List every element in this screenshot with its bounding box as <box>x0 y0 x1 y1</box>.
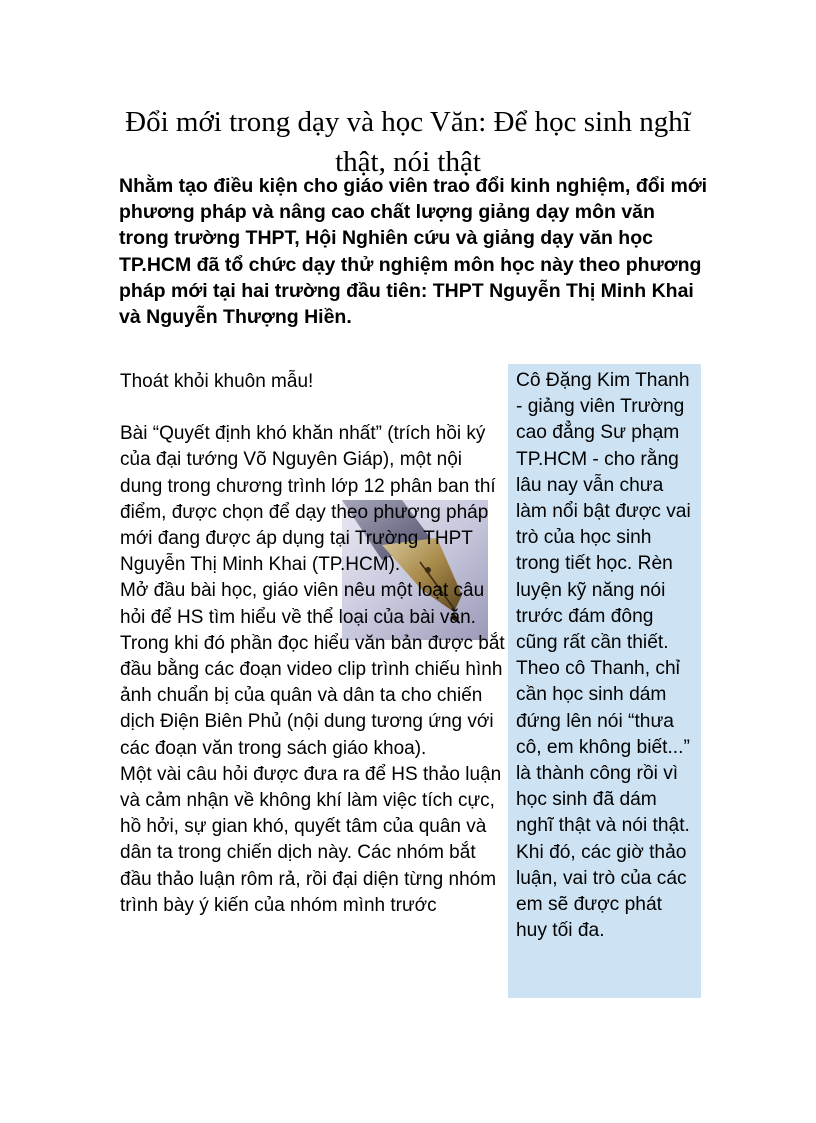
main-column <box>120 369 505 919</box>
paragraph: Bài “Quyết định khó khăn nhất” (trích hồi ký của đại tướng Võ Nguyên Giáp), một nội dung trong chương trình lớp 12 phân ban thí điểm, được chọn để dạy theo phương pháp mới đang được áp dụng tại Trường THPT Nguyễn Thị Minh Khai (TP.HCM). <box>120 423 496 576</box>
sidebar-text: Cô Đặng Kim Thanh - giảng viên Trường cao đẳng Sư phạm TP.HCM - cho rằng lâu nay vẫn chưa làm nổi bật được vai trò của học sinh trong tiết học. Rèn luyện kỹ năng nói trước đám đông cũng rất cần thiết. Theo cô Thanh, chỉ cần học sinh dám đứng lên nói “thưa cô, em không biết...” là thành công rồi vì học sinh đã dám nghĩ thật và nói thật. Khi đó, các giờ thảo luận, vai trò của các em sẽ được phát huy tối đa. <box>516 370 691 942</box>
paragraph: Một vài câu hỏi được đưa ra để HS thảo luận và cảm nhận về không khí làm việc tích cực, hồ hởi, sự gian khó, quyết tâm của quân và dân ta trong chiến dịch này. Các nhóm bắt đầu thảo luận rôm rả, rồi đại diện từng nhóm trình bày ý kiến của nhóm mình trước <box>120 763 502 916</box>
article-lead: Nhằm tạo điều kiện cho giáo viên trao đổi kinh nghiệm, đổi mới phương pháp và nâng cao chất lượng giảng dạy môn văn trong trường THPT, Hội Nghiên cứu và giảng dạy văn học TP.HCM đã tổ chức dạy thử nghiệm môn học này theo phương pháp mới tại hai trường đầu tiên: THPT Nguyễn Thị Minh Khai và Nguyễn Thượng Hiền. <box>119 175 708 329</box>
paragraph: Mở đầu bài học, giáo viên nêu một loạt câu hỏi để HS tìm hiểu về thể loại của bài văn. Trong khi đó phần đọc hiểu văn bản được bắt đầu bằng các đoạn video clip trình chiếu hình ảnh chuẩn bị của quân và dân ta cho chiến dịch Điện Biên Phủ (nội dung tương ứng với các đoạn văn trong sách giáo khoa). <box>120 580 505 759</box>
article-title: Đổi mới trong dạy và học Văn: Để học sinh nghĩ thật, nói thật <box>125 106 691 178</box>
section-heading: Thoát khỏi khuôn mẫu! <box>120 371 314 392</box>
sidebar-quote-box <box>508 364 701 998</box>
